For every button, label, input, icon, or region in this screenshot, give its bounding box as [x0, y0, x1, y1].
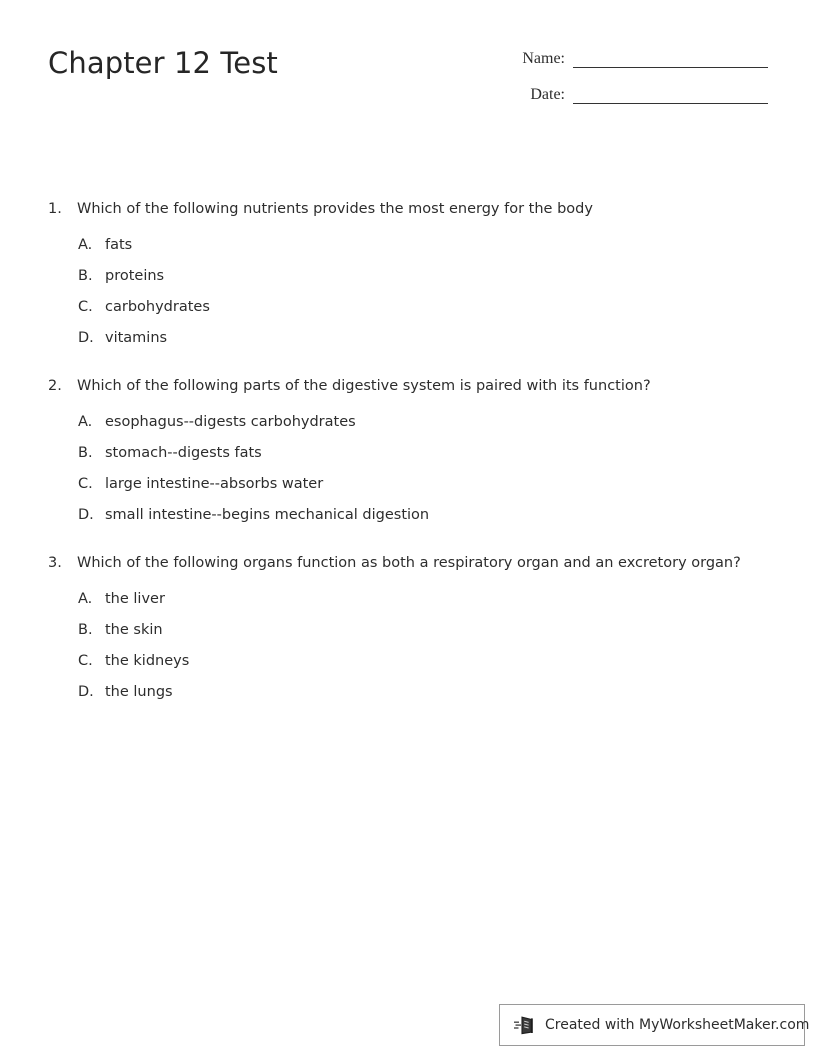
option-item[interactable] [48, 296, 748, 318]
option-text: esophagus--digests carbohydrates [105, 414, 356, 430]
option-letter: C. [78, 299, 93, 315]
option-item[interactable] [48, 265, 748, 287]
student-info-fields [468, 50, 768, 122]
option-letter: D. [78, 684, 94, 700]
option-list [48, 588, 748, 703]
option-item[interactable] [48, 681, 748, 703]
option-item[interactable] [48, 411, 748, 433]
option-letter: C. [78, 476, 93, 492]
option-text: the liver [105, 591, 165, 607]
worksheet-maker-badge[interactable] [499, 1004, 810, 1046]
question-block [48, 375, 748, 526]
name-field-row [468, 50, 768, 68]
question-text: Which of the following organs function as both a respiratory organ and an excretory organ? [77, 555, 741, 571]
option-text: proteins [105, 268, 165, 284]
option-text: small intestine--begins mechanical digestion [105, 507, 430, 523]
option-item[interactable] [48, 588, 748, 610]
option-list [48, 411, 748, 526]
date-label: Date: [530, 86, 565, 103]
option-item[interactable] [48, 504, 748, 526]
question-number: 2. [48, 378, 62, 394]
name-input-line[interactable] [573, 50, 768, 68]
option-item[interactable] [48, 619, 748, 641]
question-block [48, 198, 748, 349]
question-prompt [48, 552, 748, 574]
date-field-row [468, 86, 768, 104]
option-item[interactable] [48, 442, 748, 464]
option-item[interactable] [48, 473, 748, 495]
option-text: large intestine--absorbs water [105, 476, 324, 492]
option-text: fats [105, 237, 133, 253]
question-prompt [48, 375, 748, 397]
option-letter: A. [78, 591, 93, 607]
option-letter: C. [78, 653, 93, 669]
option-text: the skin [105, 622, 163, 638]
page-title: Chapter 12 Test [48, 46, 278, 80]
worksheet-header [48, 44, 768, 134]
option-text: stomach--digests fats [105, 445, 262, 461]
question-prompt [48, 198, 748, 220]
question-block [48, 552, 748, 703]
option-letter: A. [78, 237, 93, 253]
option-item[interactable] [48, 234, 748, 256]
date-input-line[interactable] [573, 86, 768, 104]
option-list [48, 234, 748, 349]
option-letter: D. [78, 330, 94, 346]
question-number: 3. [48, 555, 62, 571]
option-item[interactable] [48, 327, 748, 349]
question-list [48, 198, 748, 729]
option-text: the kidneys [105, 653, 190, 669]
worksheet-maker-logo-icon [514, 1014, 536, 1036]
question-text: Which of the following parts of the digestive system is paired with its function? [77, 378, 651, 394]
option-item[interactable] [48, 650, 748, 672]
option-text: the lungs [105, 684, 173, 700]
option-text: carbohydrates [105, 299, 210, 315]
option-letter: B. [78, 268, 93, 284]
question-number: 1. [48, 201, 62, 217]
option-letter: B. [78, 622, 93, 638]
option-letter: B. [78, 445, 93, 461]
option-letter: A. [78, 414, 93, 430]
name-label: Name: [522, 50, 565, 67]
worksheet-maker-badge-label: Created with MyWorksheetMaker.com [545, 1017, 810, 1033]
option-letter: D. [78, 507, 94, 523]
option-text: vitamins [105, 330, 168, 346]
question-text: Which of the following nutrients provides the most energy for the body [77, 201, 593, 217]
